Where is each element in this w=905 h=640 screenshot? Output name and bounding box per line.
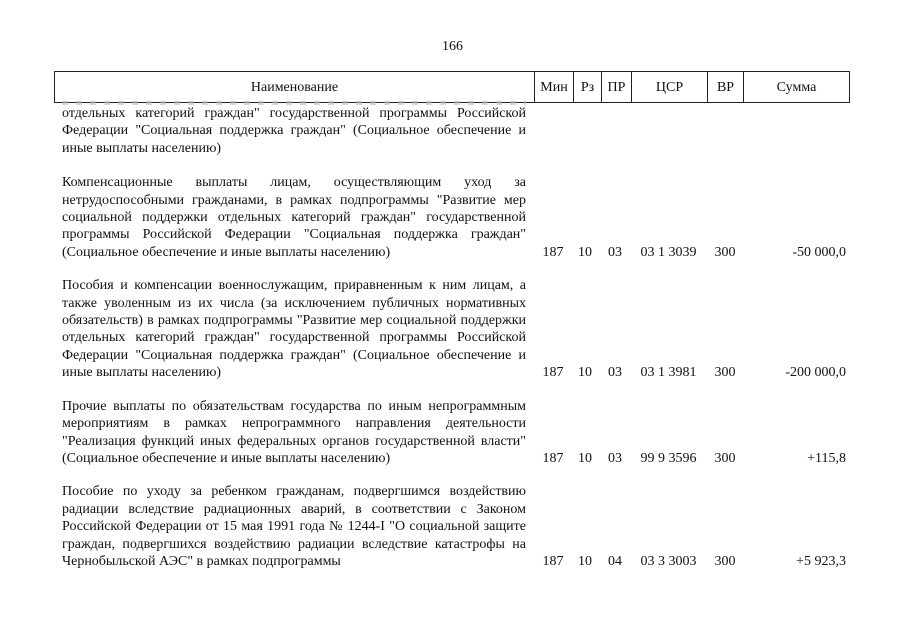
cell-pr: 03 <box>608 450 622 466</box>
cell-pr: 03 <box>608 244 622 260</box>
row-values <box>0 553 905 570</box>
column-header-pr: ПР <box>601 72 631 102</box>
table-row <box>0 483 905 570</box>
row-name: Компенсационные выплаты лицам, осуществляющим уход за нетрудоспособными гражданами, в рамках подпрограммы "Развитие мер социальной поддержки отдельных категорий граждан" государственной программы Российской Федерации "Социальная поддержка граждан" (Социальное обеспечение и иные выплаты населению) <box>62 175 526 260</box>
cell-rz: 10 <box>578 553 592 569</box>
cell-rz: 10 <box>578 450 592 466</box>
cell-csr: 99 9 3596 <box>640 450 697 466</box>
column-header-min: Мин <box>534 72 573 102</box>
column-header-vr: ВР <box>707 72 743 102</box>
row-name: отдельных категорий граждан" государственной программы Российской Федерации "Социальная поддержка граждан" (Социальное обеспечение и иные выплаты населению) <box>62 106 526 156</box>
cell-csr: 03 1 3981 <box>640 365 697 381</box>
cell-rz: 10 <box>578 244 592 260</box>
cell-min: 187 <box>542 450 564 466</box>
row-values <box>0 244 905 261</box>
table-row <box>0 398 905 468</box>
column-header-csr: ЦСР <box>631 72 707 102</box>
cell-sum: +115,8 <box>807 450 846 466</box>
cell-vr: 300 <box>714 244 736 260</box>
cell-vr: 300 <box>714 553 736 569</box>
column-header-sum: Сумма <box>743 72 849 102</box>
table-row <box>0 277 905 381</box>
row-name: Прочие выплаты по обязательствам государства по иным непрограммным мероприятиям в рамках непрограммного направления деятельности "Реализация функций иных федеральных органов государственной власти" (Социальное обеспечение и иные выплаты населению) <box>62 398 526 466</box>
table-body <box>0 103 905 570</box>
table-row <box>0 174 905 261</box>
table-header <box>54 71 850 103</box>
row-values <box>0 364 905 381</box>
cell-pr: 03 <box>608 365 622 381</box>
cell-min: 187 <box>542 365 564 381</box>
cell-vr: 300 <box>714 365 736 381</box>
page-number: 166 <box>442 39 463 54</box>
cell-sum: -200 000,0 <box>785 365 846 381</box>
cell-sum: +5 923,3 <box>796 553 846 569</box>
cell-rz: 10 <box>578 365 592 381</box>
row-name: Пособия и компенсации военнослужащим, приравненным к ним лицам, а также уволенным из их числа (за исключением публичных нормативных обязательств) в рамках подпрограммы "Развитие мер социальной поддержки отдельных категорий граждан" государственной программы Российской Федерации "Социальная поддержка граждан" (Социальное обеспечение и иные выплаты населению) <box>62 278 526 381</box>
column-header-name: Наименование <box>250 80 339 95</box>
column-header-rz: Рз <box>573 72 601 102</box>
row-values <box>0 450 905 467</box>
cell-min: 187 <box>542 553 564 569</box>
cell-csr: 03 3 3003 <box>640 553 697 569</box>
cell-min: 187 <box>542 244 564 260</box>
cell-pr: 04 <box>608 553 622 569</box>
cell-vr: 300 <box>714 450 736 466</box>
cell-sum: -50 000,0 <box>792 244 846 260</box>
cell-csr: 03 1 3039 <box>640 244 697 260</box>
table-row <box>0 105 905 157</box>
row-name: Пособие по уходу за ребенком гражданам, подвергшимся воздействию радиации вследствие радиационных аварий, в соответствии с Законом Российской Федерации от 15 мая 1991 года № 1244-I "О социальной защите граждан, подвергшихся воздействию радиации вследствие катастрофы на Чернобыльской АЭС" в рамках подпрограммы <box>62 484 526 569</box>
